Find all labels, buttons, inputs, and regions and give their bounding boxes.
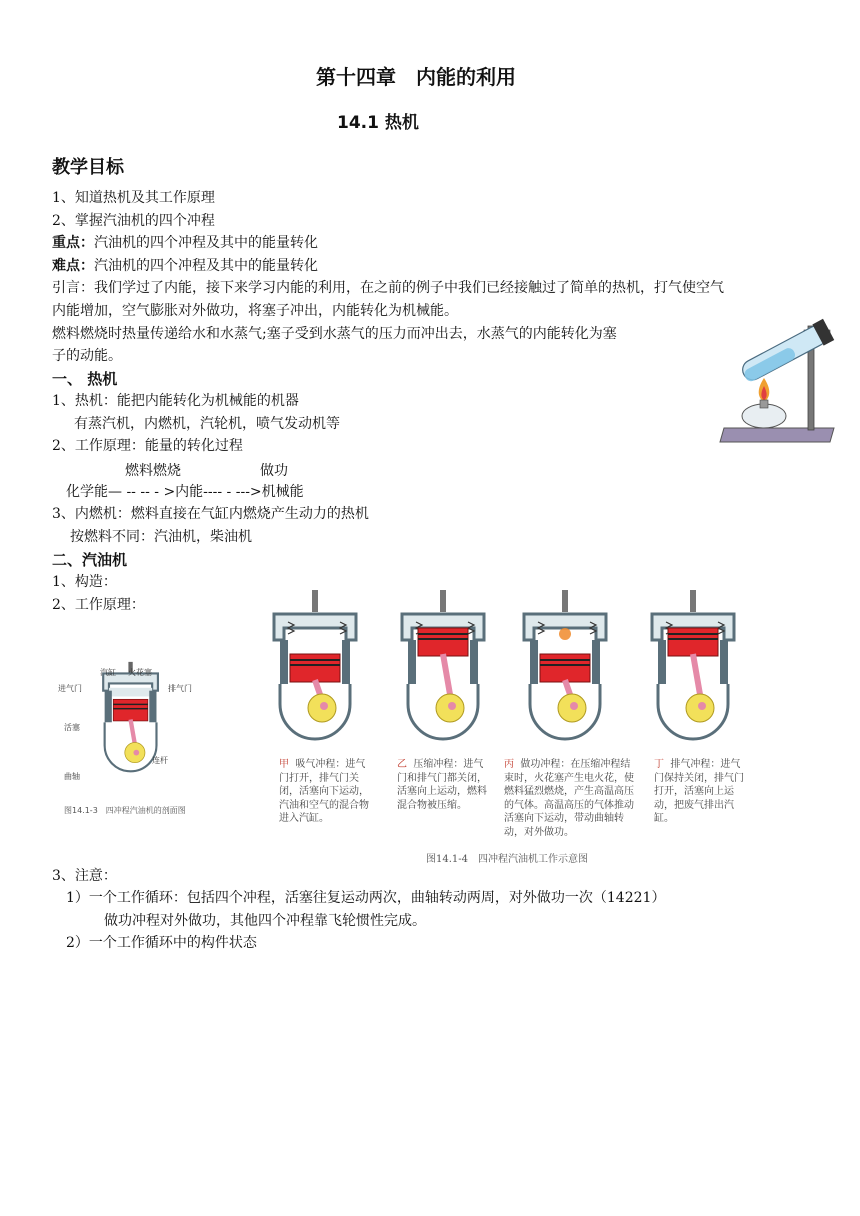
piston-ring: [418, 638, 468, 640]
stroke-text: 做功冲程：在压缩冲程结束时，火花塞产生电火花，使燃料猛烈燃烧，产生高温高压的气体。高温高压的气体推动活塞向下运动，带动曲轴转动，对外做功。: [504, 759, 634, 838]
difficulty-label: 难点：: [52, 258, 94, 274]
energy-flow: 化学能— -- -- - >内能---- - --->机械能: [66, 484, 304, 500]
objective-item: 1、知道热机及其工作原理: [52, 190, 215, 206]
spark-plug-icon: [690, 590, 696, 612]
engine-stroke-power: [524, 590, 606, 739]
cylinder-wall: [342, 640, 350, 684]
intro-line: 燃料燃烧时热量传递给水和水蒸气;塞子受到水蒸气的压力而冲出去，水蒸气的内能转化为塞: [52, 326, 617, 342]
flow-label-burning: 燃料燃烧: [125, 463, 181, 479]
piston: [668, 628, 718, 656]
cylinder-wall: [280, 640, 288, 684]
part1-item-sub: 按燃料不同：汽油机，柴油机: [70, 529, 252, 545]
stroke-caption-intake: [279, 758, 371, 826]
cylinder-head: [274, 614, 356, 640]
crank-pin: [320, 702, 328, 710]
stroke-mark: 甲: [279, 759, 289, 770]
crank-pin: [448, 702, 456, 710]
four-strokes-caption: 图14.1-4 四冲程汽油机工作示意图: [426, 854, 589, 865]
part2-heading: 二、汽油机: [52, 551, 128, 569]
section-title: 14.1 热机: [337, 113, 419, 133]
objective-item: 2、掌握汽油机的四个冲程: [52, 213, 215, 229]
engine-cross-section-figure: [56, 655, 206, 820]
piston: [540, 654, 590, 682]
note-item-sub: 做功冲程对外做功，其他四个冲程靠飞轮惯性完成。: [104, 913, 426, 929]
label-rod: 连杆: [152, 756, 168, 765]
note-item: 2）一个工作循环中的构件状态: [66, 935, 257, 951]
stroke-caption-power: [504, 758, 640, 839]
spark-plug-icon: [440, 590, 446, 612]
intro-line: 子的动能。: [52, 348, 122, 364]
stroke-text: 排气冲程：进气门保持关闭，排气门打开，活塞向上运动，把废气排出汽缸。: [654, 759, 744, 824]
stroke-text: 吸气冲程：进气门打开，排气门关闭，活塞向下运动，汽油和空气的混合物进入汽缸。: [279, 759, 369, 824]
label-cylinder: 汽缸: [100, 668, 116, 677]
chapter-title: 第十四章 内能的利用: [316, 65, 516, 89]
crank-pin: [570, 702, 578, 710]
spark-flash-icon: [559, 628, 571, 640]
label-spark-plug: 火花塞: [128, 668, 152, 677]
crank-pin: [698, 702, 706, 710]
cylinder-wall: [720, 640, 728, 684]
intro-line: 引言：我们学过了内能，接下来学习内能的利用，在之前的例子中我们已经接触过了简单的热机，打气使空气: [52, 280, 724, 296]
key-point-text: 汽油机的四个冲程及其中的能量转化: [94, 235, 318, 251]
piston-ring: [418, 633, 468, 635]
cylinder-wall: [408, 640, 416, 684]
part1-item: 1、热机：能把内能转化为机械能的机器: [52, 393, 299, 409]
part1-item: 3、内燃机：燃料直接在气缸内燃烧产生动力的热机: [52, 506, 369, 522]
note-item: 1）一个工作循环：包括四个冲程，活塞往复运动两次，曲轴转动两周，对外做功一次（14221）: [66, 890, 666, 906]
part2-item: 2、工作原理：: [52, 597, 145, 613]
cylinder-wall: [658, 640, 666, 684]
key-point: [52, 232, 318, 254]
cylinder-wall: [530, 640, 538, 684]
four-strokes-figure: [270, 588, 760, 753]
piston: [418, 628, 468, 656]
spark-plug-icon: [562, 590, 568, 612]
difficulty-point: [52, 255, 318, 277]
engine-stroke-compression: [402, 590, 484, 739]
test-tube-heating-illustration: [718, 306, 848, 446]
spark-plug-icon: [312, 590, 318, 612]
stroke-caption-exhaust: [654, 758, 746, 826]
engine-stroke-intake: [274, 590, 356, 739]
stroke-mark: 乙: [397, 759, 407, 770]
piston-ring: [668, 633, 718, 635]
intro-line: 内能增加，空气膨胀对外做功，将塞子冲出，内能转化为机械能。: [52, 303, 458, 319]
label-exhaust: 排气门: [168, 684, 192, 693]
piston-ring: [540, 664, 590, 666]
key-point-label: 重点：: [52, 235, 94, 251]
piston: [290, 654, 340, 682]
flow-label-work: 做功: [260, 463, 288, 479]
piston-ring: [290, 659, 340, 661]
stroke-mark: 丙: [504, 759, 514, 770]
difficulty-text: 汽油机的四个冲程及其中的能量转化: [94, 258, 318, 274]
part1-item: 2、工作原理：能量的转化过程: [52, 438, 243, 454]
piston-ring: [668, 638, 718, 640]
stroke-caption-compression: [397, 758, 489, 812]
engine-stroke-exhaust: [652, 590, 734, 739]
cross-section-caption: 图14.1-3 四冲程汽油机的剖面图: [64, 806, 186, 815]
piston-ring: [540, 659, 590, 661]
cylinder-wall: [592, 640, 600, 684]
part1-heading: 一、 热机: [52, 370, 118, 388]
part1-item-sub: 有蒸汽机，内燃机，汽轮机，喷气发动机等: [74, 416, 340, 432]
objectives-heading: 教学目标: [52, 157, 124, 178]
cylinder-wall: [470, 640, 478, 684]
stroke-text: 压缩冲程：进气门和排气门都关闭，活塞向上运动，燃料混合物被压缩。: [397, 759, 487, 811]
label-piston: 活塞: [64, 723, 80, 732]
stroke-mark: 丁: [654, 759, 664, 770]
label-intake: 进气门: [58, 684, 82, 693]
piston-ring: [290, 664, 340, 666]
notes-heading: 3、注意：: [52, 868, 117, 884]
part2-item: 1、构造：: [52, 574, 117, 590]
label-crank: 曲轴: [64, 772, 80, 781]
